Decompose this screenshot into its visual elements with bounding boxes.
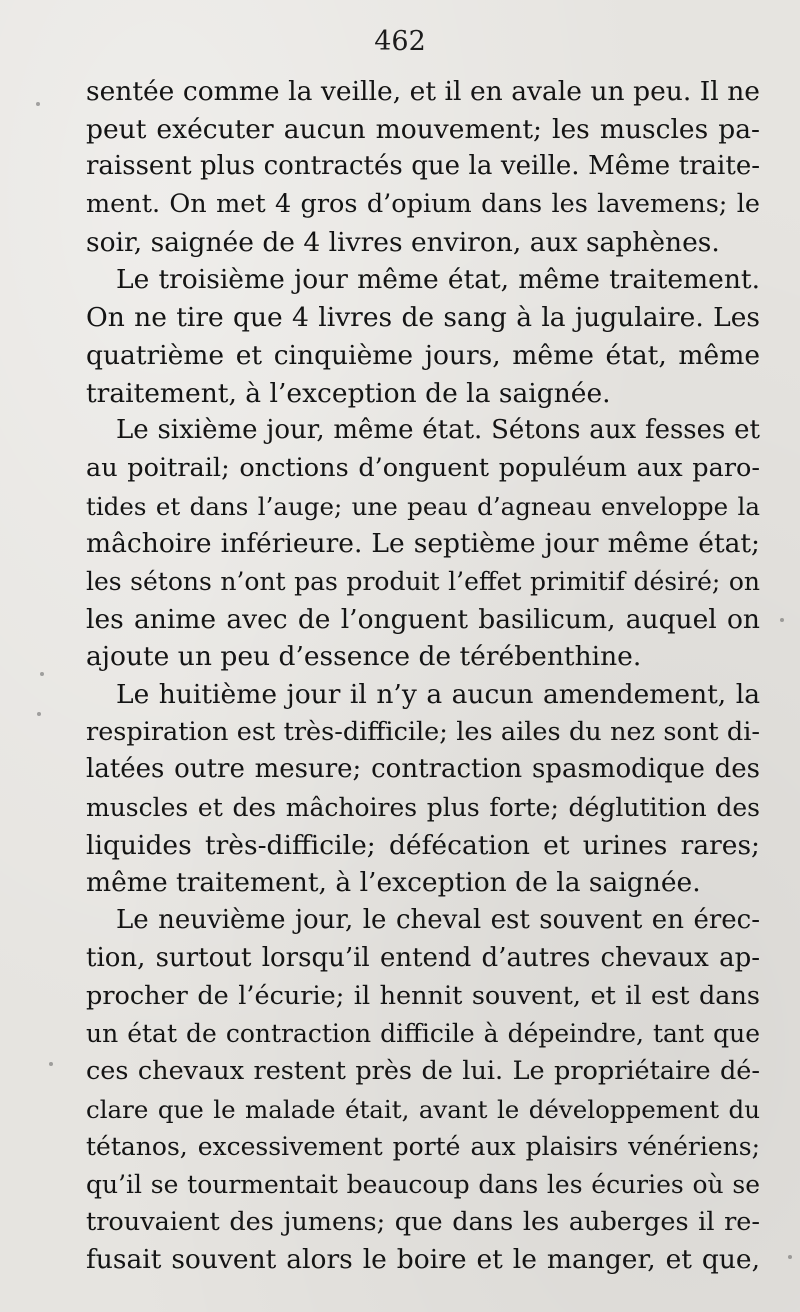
text-line: peut exécuter aucun mouvement; les muscles pa- <box>86 113 760 145</box>
scan-speck <box>788 1255 792 1259</box>
text-line: respiration est très-difficile; les ailes du nez sont di- <box>86 716 760 747</box>
text-line: tides et dans l’auge; une peau d’agneau enveloppe la <box>86 491 760 521</box>
text-line: traitement, à l’exception de la saignée. <box>86 377 611 409</box>
text-line: qu’il se tourmentait beaucoup dans les écuries où se <box>86 1169 760 1199</box>
scan-speck <box>49 1062 53 1066</box>
text-line: tion, surtout lorsqu’il entend d’autres chevaux ap- <box>86 942 760 973</box>
text-line: raissent plus contractés que la veille. Même traite- <box>86 151 760 182</box>
text-line: fusait souvent alors le boire et le manger, et que, <box>86 1244 760 1276</box>
text-line: trouvaient des jumens; que dans les auberges il re- <box>86 1206 760 1237</box>
text-line: ment. On met 4 gros d’opium dans les lavemens; le <box>86 189 760 220</box>
scan-speck <box>37 712 41 716</box>
scan-speck <box>40 672 44 676</box>
text-line: même traitement, à l’exception de la saignée. <box>86 867 701 899</box>
text-line: mâchoire inférieure. Le septième jour même état; <box>86 528 760 560</box>
text-line: les anime avec de l’onguent basilicum, auquel on <box>86 603 760 635</box>
text-line: ces chevaux restent près de lui. Le propriétaire dé- <box>86 1055 760 1086</box>
text-line: les sétons n’ont pas produit l’effet primitif désiré; on <box>86 566 760 596</box>
text-line: sentée comme la veille, et il en avale un peu. Il ne <box>86 76 760 107</box>
text-line: ajoute un peu d’essence de térébenthine. <box>86 641 642 673</box>
text-line: latées outre mesure; contraction spasmodique des <box>86 754 760 785</box>
text-line: Le troisième jour même état, même traitement. <box>116 264 760 296</box>
text-line: muscles et des mâchoires plus forte; déglutition des <box>86 793 760 823</box>
text-line: Le sixième jour, même état. Sétons aux fesses et <box>116 415 760 446</box>
text-line: Le neuvième jour, le cheval est souvent en érec- <box>116 905 760 936</box>
text-line: procher de l’écurie; il hennit souvent, et il est dans <box>86 980 760 1011</box>
body-text <box>86 73 760 1279</box>
text-line: au poitrail; onctions d’onguent populéum aux paro- <box>86 452 760 483</box>
text-line: Le huitième jour il n’y a aucun amendement, la <box>116 679 760 710</box>
text-line: tétanos, excessivement porté aux plaisirs vénériens; <box>86 1132 760 1162</box>
scan-speck <box>780 618 784 622</box>
text-line: soir, saignée de 4 livres environ, aux saphènes. <box>86 226 720 258</box>
text-line: liquides très-difficile; défécation et urines rares; <box>86 829 760 861</box>
scan-speck <box>36 102 40 106</box>
text-line: quatrième et cinquième jours, même état, même <box>86 339 760 371</box>
text-line: clare que le malade était, avant le développement du <box>86 1094 760 1124</box>
text-line: On ne tire que 4 livres de sang à la jugulaire. Les <box>86 302 760 334</box>
page-number: 462 <box>374 26 426 57</box>
text-line: un état de contraction difficile à dépeindre, tant que <box>86 1019 760 1049</box>
